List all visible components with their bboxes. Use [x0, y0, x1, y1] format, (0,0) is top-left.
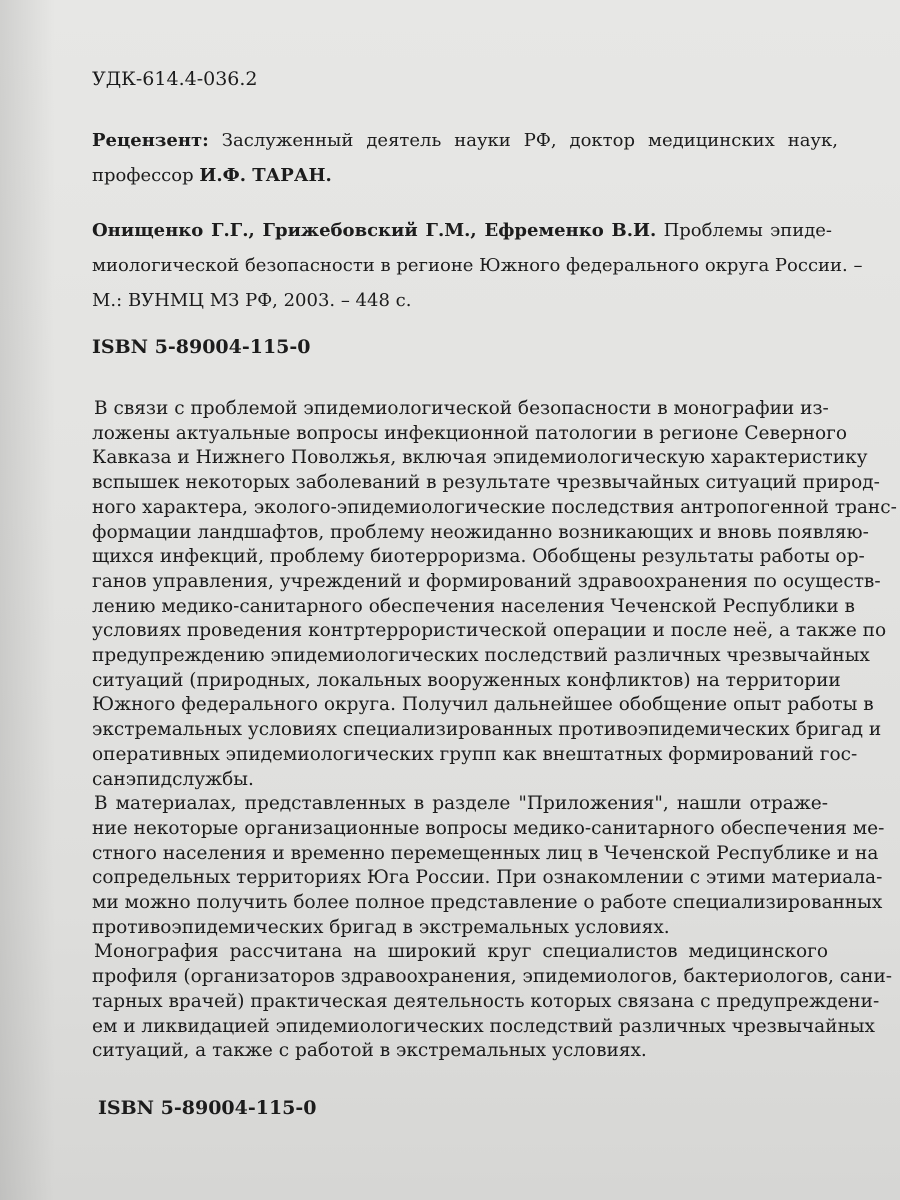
reviewer-line-2	[92, 158, 838, 193]
text-line: экстремальных условиях специализированных противоэпидемических бригад и	[92, 719, 882, 741]
text-line: санэпидслужбы.	[92, 768, 254, 790]
abstract	[92, 397, 897, 1064]
text-line: щихся инфекций, проблему биотерроризма. Обобщены результаты работы ор-	[92, 546, 865, 568]
text-line: тарных врачей) практическая деятельность которых связана с предупреждени-	[92, 990, 880, 1012]
reviewer-title: Заслуженный деятель науки РФ, доктор медицинских наук,	[221, 130, 838, 151]
text-line: ние некоторые организационные вопросы медико-санитарного обеспечения ме-	[92, 817, 885, 839]
text-line: Кавказа и Нижнего Поволжья, включая эпидемиологическую характеристику	[92, 447, 868, 469]
text-line: условиях проведения контртеррористической операции и после неё, а также по	[92, 620, 887, 642]
biblio-line-2: миологической безопасности в регионе Южного федерального округа России. –	[92, 255, 863, 276]
abstract-paragraph-1	[92, 397, 897, 792]
text-line: ганов управления, учреждений и формирований здравоохранения по осуществ-	[92, 570, 881, 592]
reviewer-prefix: профессор	[92, 165, 194, 186]
text-line: формации ландшафтов, проблему неожиданно возникающих и вновь появляю-	[92, 521, 869, 543]
reviewer-label: Рецензент:	[92, 130, 209, 151]
text-line: профиля (организаторов здравоохранения, эпидемиологов, бактериологов, сани-	[92, 966, 893, 988]
text-line: лению медико-санитарного обеспечения населения Чеченской Республики в	[92, 595, 855, 617]
text-line: ситуаций, а также с работой в экстремальных условиях.	[92, 1040, 647, 1062]
abstract-paragraph-3	[92, 940, 893, 1064]
reviewer-block	[92, 123, 838, 193]
text-line: вспышек некоторых заболеваний в результате чрезвычайных ситуаций природ-	[92, 472, 880, 494]
biblio-authors: Онищенко Г.Г., Грижебовский Г.М., Ефременко В.И.	[92, 220, 657, 241]
text-line: ем и ликвидацией эпидемиологических последствий различных чрезвычайных	[92, 1015, 875, 1037]
isbn-top: ISBN 5-89004-115-0	[92, 336, 311, 358]
bibliographic-description	[92, 213, 863, 318]
text-line: сопредельных территориях Юга России. При ознакомлении с этими материала-	[92, 867, 883, 889]
reviewer-name: И.Ф. ТАРАН.	[199, 165, 332, 186]
text-line: ложены актуальные вопросы инфекционной патологии в регионе Северного	[92, 422, 847, 444]
abstract-paragraph-2	[92, 792, 885, 940]
text-line: предупреждению эпидемиологических последствий различных чрезвычайных	[92, 645, 870, 667]
page-binding-shadow	[0, 0, 55, 1200]
text-line: В материалах, представленных в разделе "Приложения", нашли отраже-	[94, 793, 828, 815]
reviewer-line-1	[92, 123, 838, 158]
text-line: ного характера, эколого-эпидемиологические последствия антропогенной транс-	[92, 496, 897, 518]
text-line: противоэпидемических бригад в экстремальных условиях.	[92, 916, 670, 938]
biblio-line-3: М.: ВУНМЦ МЗ РФ, 2003. – 448 с.	[92, 290, 412, 311]
text-line: ми можно получить более полное представление о работе специализированных	[92, 892, 883, 914]
text-line: оперативных эпидемиологических групп как внештатных формирований гос-	[92, 743, 858, 765]
text-line: Монография рассчитана на широкий круг специалистов медицинского	[94, 941, 828, 963]
biblio-title-start: Проблемы эпиде-	[663, 220, 833, 241]
text-line: В связи с проблемой эпидемиологической безопасности в монографии из-	[94, 398, 829, 419]
text-line: Южного федерального округа. Получил дальнейшее обобщение опыт работы в	[92, 694, 874, 716]
biblio-line-1	[92, 213, 832, 248]
udk-code: УДК-614.4-036.2	[92, 68, 258, 90]
text-line: стного населения и временно перемещенных лиц в Чеченской Республике и на	[92, 842, 879, 864]
text-line: ситуаций (природных, локальных вооруженных конфликтов) на территории	[92, 669, 841, 691]
isbn-bottom: ISBN 5-89004-115-0	[98, 1097, 317, 1119]
